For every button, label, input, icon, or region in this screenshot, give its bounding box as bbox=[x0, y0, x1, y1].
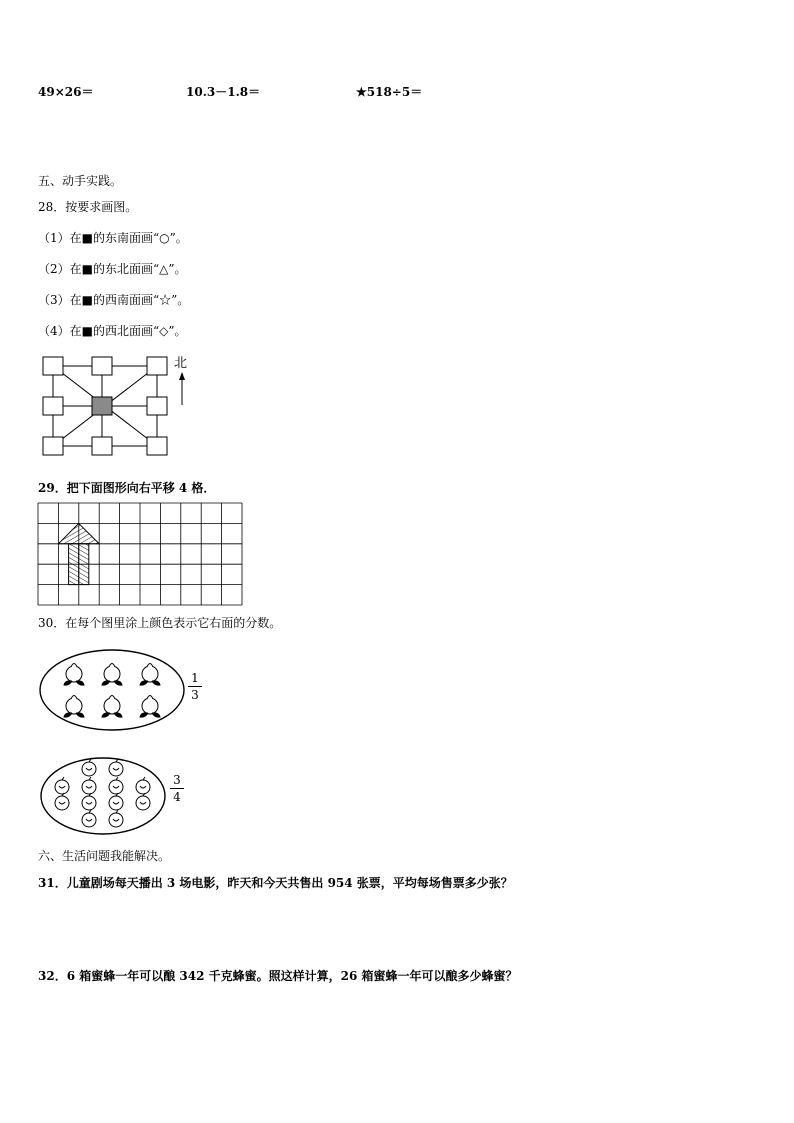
north-arrow-icon bbox=[176, 372, 188, 406]
fraction-three-quarters-denominator: 4 bbox=[173, 790, 181, 804]
southeast-box bbox=[147, 437, 167, 455]
question-29-title: 29．把下面图形向右平移 4 格． bbox=[38, 481, 216, 495]
calc-item-2: 10.3－1.8＝ bbox=[186, 85, 261, 99]
fraction-one-third-denominator: 3 bbox=[191, 688, 199, 702]
apples-ellipse bbox=[40, 756, 168, 836]
east-box bbox=[147, 397, 167, 415]
center-shaded-box bbox=[92, 397, 112, 415]
section-six-title: 六、生活问题我能解决。 bbox=[38, 849, 171, 863]
direction-diagram bbox=[40, 354, 175, 458]
arrow-head bbox=[58, 523, 99, 543]
southwest-box bbox=[43, 437, 63, 455]
calc-item-3: ★518÷5＝ bbox=[356, 85, 423, 99]
west-box bbox=[43, 397, 63, 415]
northeast-box bbox=[147, 357, 167, 375]
question-32-text: 32．6 箱蜜蜂一年可以酿 342 千克蜂蜜。照这样计算，26 箱蜜蜂一年可以酿多少蜂蜜？ bbox=[38, 969, 518, 983]
north-label: 北 bbox=[174, 356, 188, 371]
fraction-three-quarters-numerator: 3 bbox=[173, 773, 181, 787]
question-28-part-1: （1）在■的东南面画“○”。 bbox=[38, 231, 188, 245]
question-28-part-4: （4）在■的西北面画“◇”。 bbox=[38, 324, 187, 338]
question-30-title: 30．在每个图里涂上颜色表示它右面的分数。 bbox=[38, 616, 282, 630]
fraction-one-third-numerator: 1 bbox=[191, 671, 199, 685]
translation-grid bbox=[38, 503, 242, 605]
northwest-box bbox=[43, 357, 63, 375]
section-five-title: 五、动手实践。 bbox=[38, 174, 123, 188]
question-28-part-2: （2）在■的东北面画“△”。 bbox=[38, 262, 187, 276]
question-28-part-3: （3）在■的西南面画“☆”。 bbox=[38, 293, 190, 307]
peaches-ellipse bbox=[38, 648, 188, 732]
question-31-text: 31．儿童剧场每天播出 3 场电影，昨天和今天共售出 954 张票，平均每场售票多少张？ bbox=[38, 876, 513, 890]
calc-item-1: 49×26＝ bbox=[38, 85, 94, 99]
question-28-title: 28．按要求画图。 bbox=[38, 200, 138, 214]
fraction-one-third bbox=[188, 671, 202, 702]
north-box bbox=[92, 357, 112, 375]
fraction-three-quarters bbox=[170, 773, 184, 804]
south-box bbox=[92, 437, 112, 455]
